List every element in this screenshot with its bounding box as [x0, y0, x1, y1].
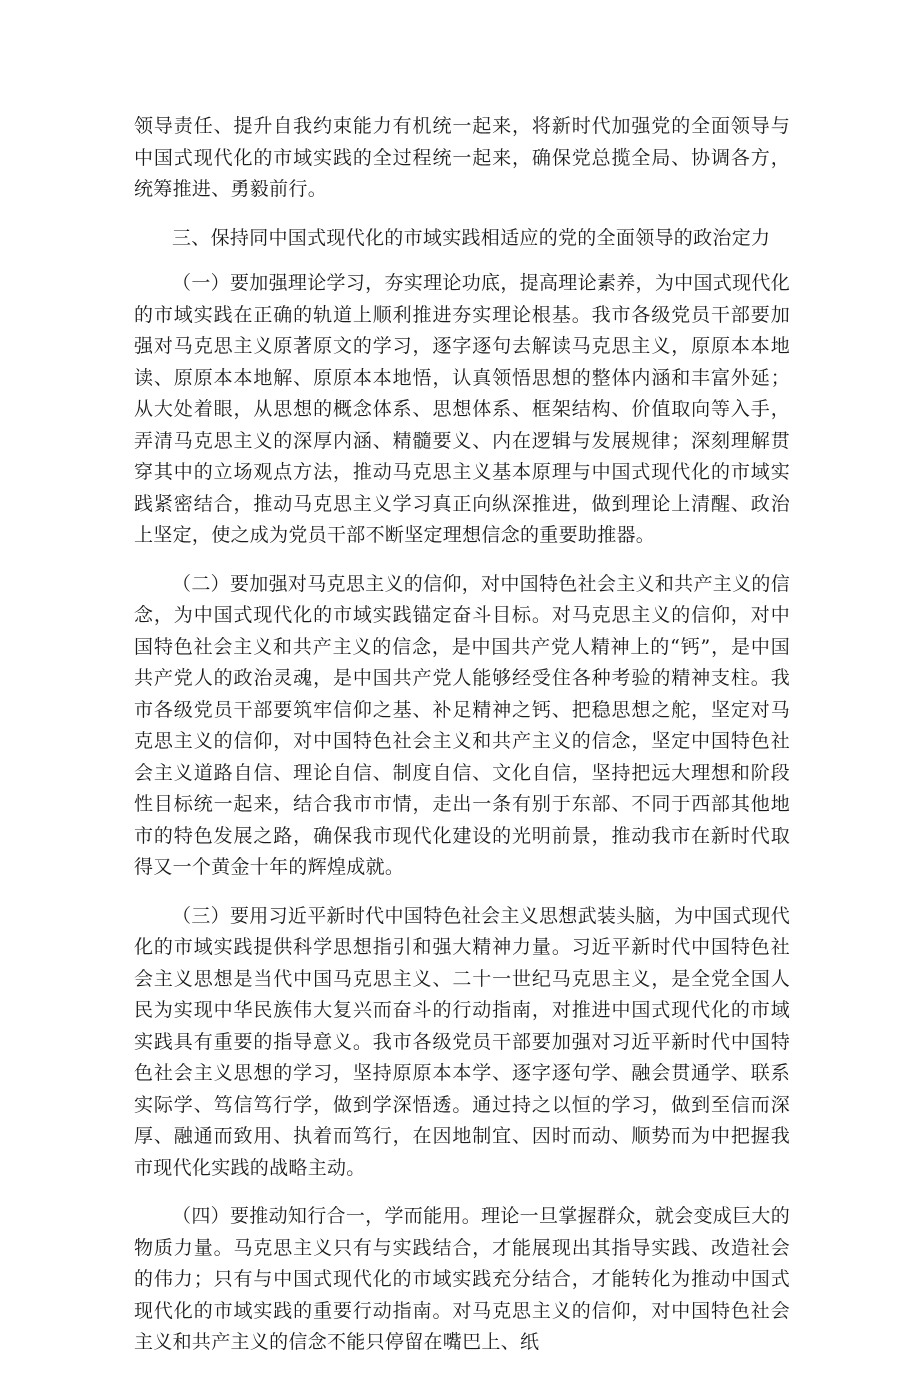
- paragraph-item-2: （二）要加强对马克思主义的信仰，对中国特色社会主义和共产主义的信念，为中国式现代化的市域实践锚定奋斗目标。对马克思主义的信仰，对中国特色社会主义和共产主义的信念，是中国共产党人精神上的“钙”，是中国共产党人的政治灵魂，是中国共产党人能够经受住各种考验的精神支柱。我市各级党员干部要筑牢信仰之基、补足精神之钙、把稳思想之舵，坚定对马克思主义的信仰，对中国特色社会主义和共产主义的信念，坚定中国特色社会主义道路自信、理论自信、制度自信、文化自信，坚持把远大理想和阶段性目标统一起来，结合我市市情，走出一条有别于东部、不同于西部其他地市的特色发展之路，确保我市现代化建设的光明前景，推动我市在新时代取得又一个黄金十年的辉煌成就。: [134, 572, 790, 878]
- section-heading: 三、保持同中国式现代化的市域实践相适应的党的全面领导的政治定力: [172, 226, 771, 249]
- paragraph-continuation: 领导责任、提升自我约束能力有机统一起来，将新时代加强党的全面领导与中国式现代化的市域实践的全过程统一起来，确保党总揽全局、协调各方，统筹推进、勇毅前行。: [134, 115, 790, 200]
- paragraph-item-4: （四）要推动知行合一，学而能用。理论一旦掌握群众，就会变成巨大的物质力量。马克思主义只有与实践结合，才能展现出其指导实践、改造社会的伟力；只有与中国式现代化的市域实践充分结合，才能转化为推动中国式现代化的市域实践的重要行动指南。对马克思主义的信仰，对中国特色社会主义和共产主义的信念不能只停留在嘴巴上、纸: [134, 1205, 790, 1353]
- document-body: [134, 111, 790, 1376]
- paragraph-item-1: （一）要加强理论学习，夯实理论功底，提高理论素养，为中国式现代化的市域实践在正确的轨道上顺利推进夯实理论根基。我市各级党员干部要加强对马克思主义原著原文的学习，逐字逐句去解读马克思主义，原原本本地读、原原本本地解、原原本本地悟，认真领悟思想的整体内涵和丰富外延；从大处着眼，从思想的概念体系、思想体系、框架结构、价值取向等入手，弄清马克思主义的深厚内涵、精髓要义、内在逻辑与发展规律；深刻理解贯穿其中的立场观点方法，推动马克思主义基本原理与中国式现代化的市域实践紧密结合，推动马克思主义学习真正向纵深推进，做到理论上清醒、政治上坚定，使之成为党员干部不断坚定理想信念的重要助推器。: [134, 272, 790, 546]
- paragraph-item-3: （三）要用习近平新时代中国特色社会主义思想武装头脑，为中国式现代化的市域实践提供科学思想指引和强大精神力量。习近平新时代中国特色社会主义思想是当代中国马克思主义、二十一世纪马克思主义，是全党全国人民为实现中华民族伟大复兴而奋斗的行动指南，对推进中国式现代化的市域实践具有重要的指导意义。我市各级党员干部要加强对习近平新时代中国特色社会主义思想的学习，坚持原原本本学、逐字逐句学、融会贯通学、联系实际学、笃信笃行学，做到学深悟透。通过持之以恒的学习，做到至信而深厚、融通而致用、执着而笃行，在因地制宜、因时而动、顺势而为中把握我市现代化实践的战略主动。: [134, 904, 790, 1179]
